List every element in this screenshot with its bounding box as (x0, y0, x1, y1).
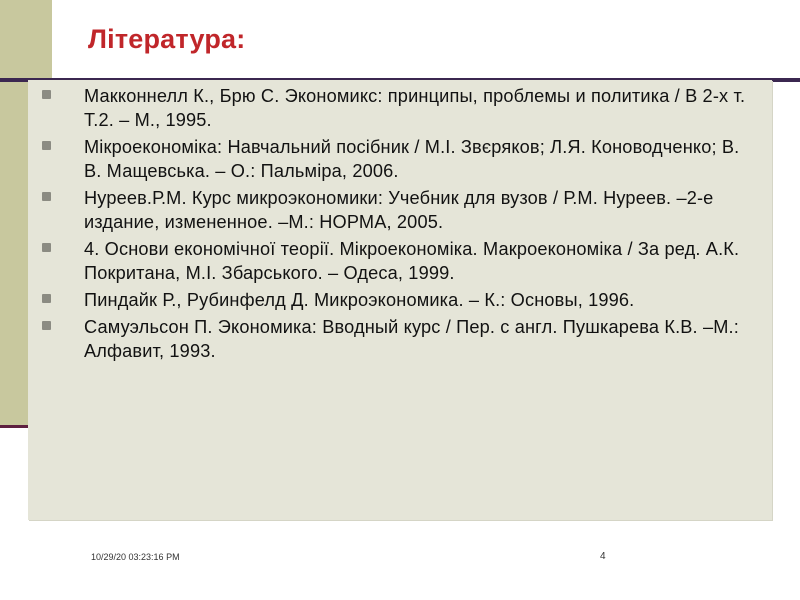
square-bullet-icon (42, 243, 51, 252)
reference-text: 4. Основи економічної теорії. Мікроекономіка. Макроекономіка / За ред. А.К. Покритана, М.І. Збарського. – Одеса, 1999. (84, 239, 740, 283)
page-number: 4 (600, 551, 606, 562)
reference-text: Пиндайк Р., Рубинфелд Д. Микроэкономика. – К.: Основы, 1996. (84, 290, 635, 310)
square-bullet-icon (42, 141, 51, 150)
title-area (52, 0, 800, 78)
reference-text: Самуэльсон П. Экономика: Вводный курс / Пер. с англ. Пушкарева К.В. –М.: Алфавит, 1993. (84, 317, 739, 361)
references-list (42, 84, 762, 366)
reference-item (42, 84, 762, 132)
content-panel (28, 80, 772, 520)
square-bullet-icon (42, 90, 51, 99)
reference-item (42, 237, 762, 285)
slide-title: Література: (88, 24, 246, 54)
square-bullet-icon (42, 192, 51, 201)
reference-item (42, 315, 762, 363)
left-accent-line (0, 425, 28, 428)
square-bullet-icon (42, 294, 51, 303)
square-bullet-icon (42, 321, 51, 330)
footer-date: 10/29/20 03:23:16 PM (91, 552, 180, 562)
reference-item (42, 186, 762, 234)
reference-text: Нуреев.Р.М. Курс микроэкономики: Учебник для вузов / Р.М. Нуреев. –2-е издание, измененное. –М.: НОРМА, 2005. (84, 188, 714, 232)
reference-item (42, 288, 762, 312)
reference-text: Мікроекономіка: Навчальний посібник / М.І. Звєряков; Л.Я. Коноводченко; В. В. Мащевська. – О.: Пальміра, 2006. (84, 137, 740, 181)
reference-item (42, 135, 762, 183)
reference-text: Макконнелл К., Брю С. Экономикс: принципы, проблемы и политика / В 2-х т. Т.2. – М., 1995. (84, 86, 746, 130)
